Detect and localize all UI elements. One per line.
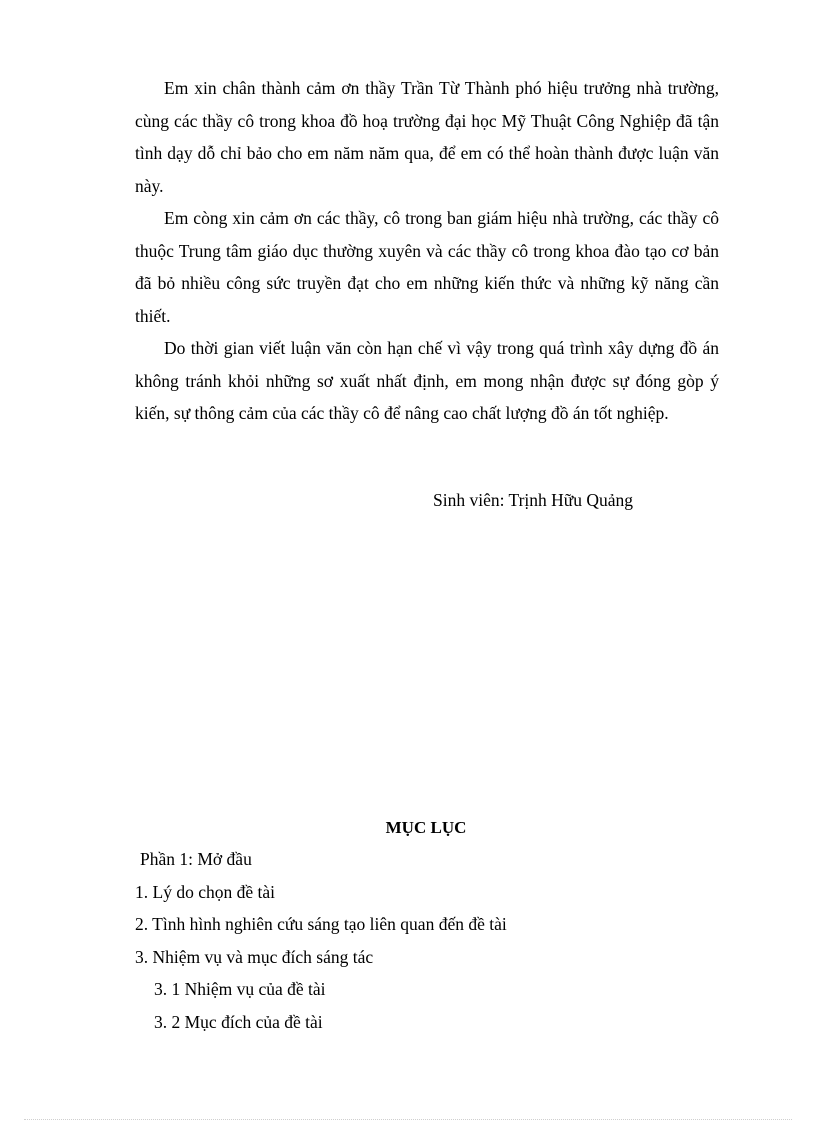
toc-item-2: 2. Tình hình nghiên cứu sáng tạo liên quan đến đề tài <box>135 914 507 934</box>
toc-item-3-2: 3. 2 Mục đích của đề tài <box>154 1011 323 1032</box>
toc-item-part-1: Phần 1: Mở đầu <box>140 849 252 869</box>
toc-title: MỤC LỤC <box>385 818 467 837</box>
page-bottom-divider <box>24 1119 792 1120</box>
acknowledgement-paragraph-3: Do thời gian viết luận văn còn hạn chế vì vậy trong quá trình xây dựng đồ án không tránh khỏi những sơ xuất nhất định, em mong nhận được sự đóng gòp ý kiến, sự thông cảm của các thầy cô để nâng cao chất lượng đồ án tốt nghiệp. <box>135 338 719 423</box>
toc-item-3-1: 3. 1 Nhiệm vụ của đề tài <box>154 979 326 999</box>
acknowledgement-paragraph-1: Em xin chân thành cảm ơn thầy Trần Từ Thành phó hiệu trưởng nhà trường, cùng các thầy cô trong khoa đồ hoạ trường đại học Mỹ Thuật Công Nghiệp đã tận tình dạy dỗ chỉ bảo cho em năm năm qua, để em có thể hoàn thành được luận văn này. <box>135 78 719 196</box>
toc-item-3: 3. Nhiệm vụ và mục đích sáng tác <box>135 946 374 967</box>
acknowledgement-section <box>135 72 719 430</box>
student-signature: Sinh viên: Trịnh Hữu Quảng <box>433 490 634 510</box>
toc-item-1: 1. Lý do chọn đề tài <box>135 881 275 902</box>
acknowledgement-paragraph-2: Em còng xin cảm ơn các thầy, cô trong ban giám hiệu nhà trường, các thầy cô thuộc Trung tâm giáo dục thường xuyên và các thầy cô trong khoa đào tạo cơ bản đã bỏ nhiều công sức truyền đạt cho em những kiến thức và những kỹ năng cần thiết. <box>135 208 719 326</box>
table-of-contents <box>135 843 735 1038</box>
